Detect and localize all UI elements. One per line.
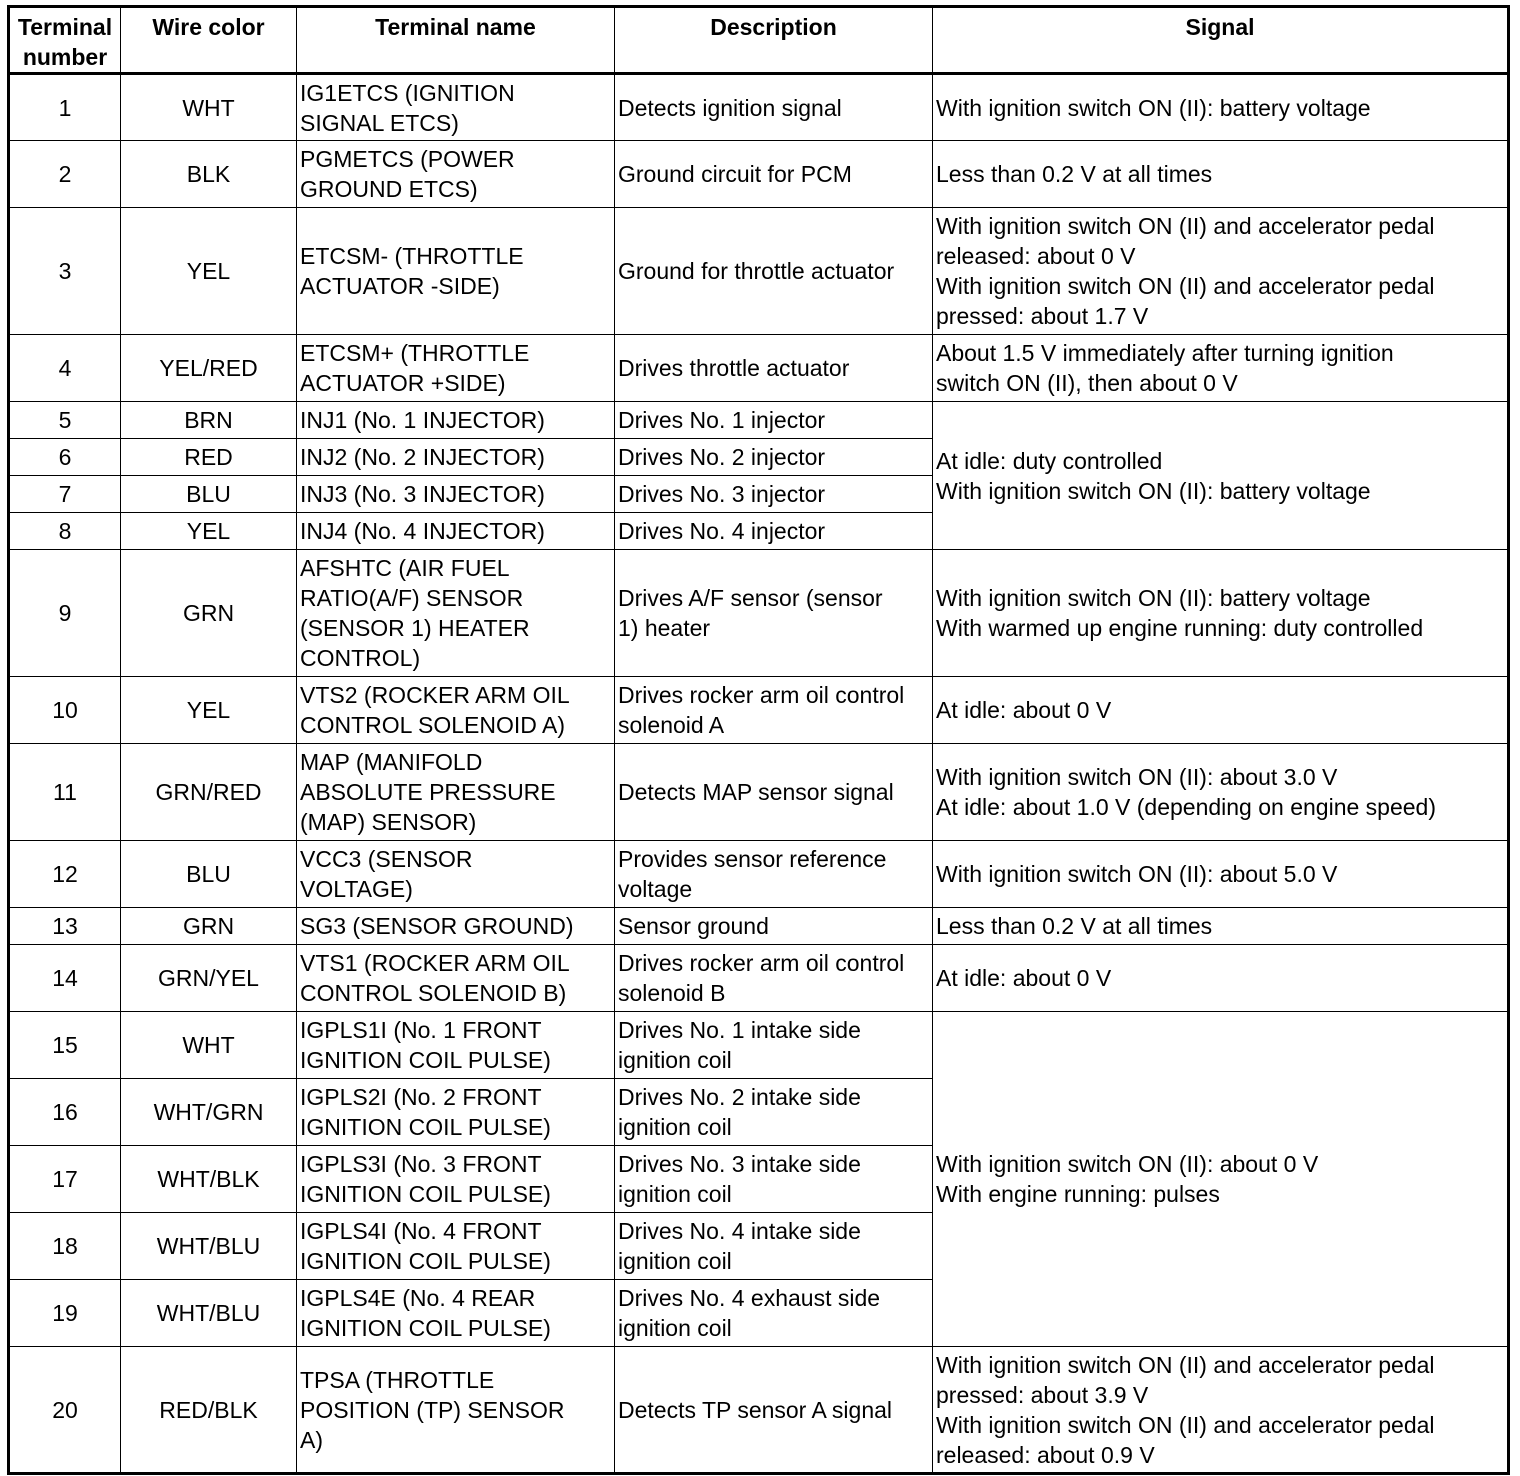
wire-color: RED/BLK	[121, 1347, 297, 1474]
terminal-number: 1	[9, 74, 121, 141]
wire-color: RED	[121, 439, 297, 476]
signal: With ignition switch ON (II) and accelerator pedal pressed: about 3.9 V With ignition switch ON (II) and accelerator pedal released: about 0.9 V	[933, 1347, 1509, 1474]
table-row	[9, 335, 1509, 402]
table-row	[9, 744, 1509, 841]
wire-color: BLU	[121, 476, 297, 513]
signal-injectors: At idle: duty controlled With ignition switch ON (II): battery voltage	[933, 402, 1509, 550]
description: Drives rocker arm oil control solenoid B	[615, 945, 933, 1012]
table-row	[9, 1012, 1509, 1079]
table-row	[9, 74, 1509, 141]
terminal-number: 6	[9, 439, 121, 476]
terminal-name: IGPLS1I (No. 1 FRONT IGNITION COIL PULSE)	[297, 1012, 615, 1079]
table-row	[9, 208, 1509, 335]
description: Drives A/F sensor (sensor 1) heater	[615, 550, 933, 677]
header-wire-color: Wire color	[121, 7, 297, 74]
terminal-number: 17	[9, 1146, 121, 1213]
description: Drives throttle actuator	[615, 335, 933, 402]
wire-color: YEL	[121, 513, 297, 550]
wire-color: GRN	[121, 908, 297, 945]
terminal-name: IGPLS4I (No. 4 FRONT IGNITION COIL PULSE)	[297, 1213, 615, 1280]
description: Detects ignition signal	[615, 74, 933, 141]
header-row	[9, 7, 1509, 74]
description: Drives No. 4 exhaust side ignition coil	[615, 1280, 933, 1347]
signal: At idle: about 0 V	[933, 945, 1509, 1012]
terminal-name: SG3 (SENSOR GROUND)	[297, 908, 615, 945]
wire-color: WHT	[121, 74, 297, 141]
terminal-number: 20	[9, 1347, 121, 1474]
wire-color: GRN/RED	[121, 744, 297, 841]
table-row	[9, 945, 1509, 1012]
table-row	[9, 677, 1509, 744]
description: Detects TP sensor A signal	[615, 1347, 933, 1474]
terminal-name: INJ3 (No. 3 INJECTOR)	[297, 476, 615, 513]
terminal-number: 13	[9, 908, 121, 945]
description: Sensor ground	[615, 908, 933, 945]
signal: With ignition switch ON (II): about 5.0 V	[933, 841, 1509, 908]
wire-color: WHT/BLU	[121, 1213, 297, 1280]
description: Drives No. 4 injector	[615, 513, 933, 550]
description: Provides sensor reference voltage	[615, 841, 933, 908]
terminal-name: IGPLS4E (No. 4 REAR IGNITION COIL PULSE)	[297, 1280, 615, 1347]
description: Drives No. 4 intake side ignition coil	[615, 1213, 933, 1280]
terminal-number: 2	[9, 141, 121, 208]
description: Drives No. 1 intake side ignition coil	[615, 1012, 933, 1079]
terminal-name: PGMETCS (POWER GROUND ETCS)	[297, 141, 615, 208]
wire-color: YEL/RED	[121, 335, 297, 402]
wire-color: YEL	[121, 677, 297, 744]
terminal-name: VTS2 (ROCKER ARM OIL CONTROL SOLENOID A)	[297, 677, 615, 744]
terminal-name: IG1ETCS (IGNITION SIGNAL ETCS)	[297, 74, 615, 141]
terminal-number: 9	[9, 550, 121, 677]
terminal-name: INJ1 (No. 1 INJECTOR)	[297, 402, 615, 439]
terminal-name: INJ4 (No. 4 INJECTOR)	[297, 513, 615, 550]
signal: With ignition switch ON (II): about 3.0 V At idle: about 1.0 V (depending on engine speed)	[933, 744, 1509, 841]
description: Drives No. 2 injector	[615, 439, 933, 476]
terminal-table	[7, 5, 1510, 1475]
terminal-number: 3	[9, 208, 121, 335]
terminal-name: VCC3 (SENSOR VOLTAGE)	[297, 841, 615, 908]
description: Ground for throttle actuator	[615, 208, 933, 335]
description: Drives rocker arm oil control solenoid A	[615, 677, 933, 744]
terminal-name: ETCSM- (THROTTLE ACTUATOR -SIDE)	[297, 208, 615, 335]
terminal-number: 18	[9, 1213, 121, 1280]
terminal-number: 4	[9, 335, 121, 402]
terminal-name: MAP (MANIFOLD ABSOLUTE PRESSURE (MAP) SENSOR)	[297, 744, 615, 841]
terminal-number: 10	[9, 677, 121, 744]
terminal-number: 19	[9, 1280, 121, 1347]
header-terminal-name: Terminal name	[297, 7, 615, 74]
wire-color: WHT/BLK	[121, 1146, 297, 1213]
description: Drives No. 3 injector	[615, 476, 933, 513]
terminal-number: 15	[9, 1012, 121, 1079]
wire-color: WHT/BLU	[121, 1280, 297, 1347]
terminal-name: IGPLS3I (No. 3 FRONT IGNITION COIL PULSE)	[297, 1146, 615, 1213]
terminal-name: VTS1 (ROCKER ARM OIL CONTROL SOLENOID B)	[297, 945, 615, 1012]
wire-color: WHT/GRN	[121, 1079, 297, 1146]
wire-color: YEL	[121, 208, 297, 335]
wire-color: BRN	[121, 402, 297, 439]
terminal-number: 16	[9, 1079, 121, 1146]
terminal-name: ETCSM+ (THROTTLE ACTUATOR +SIDE)	[297, 335, 615, 402]
description: Drives No. 2 intake side ignition coil	[615, 1079, 933, 1146]
terminal-name: INJ2 (No. 2 INJECTOR)	[297, 439, 615, 476]
wire-color: BLU	[121, 841, 297, 908]
signal-ignition-coils: With ignition switch ON (II): about 0 V With engine running: pulses	[933, 1012, 1509, 1347]
table-row	[9, 550, 1509, 677]
signal: At idle: about 0 V	[933, 677, 1509, 744]
terminal-number: 8	[9, 513, 121, 550]
table-row	[9, 908, 1509, 945]
table-row	[9, 141, 1509, 208]
signal: With ignition switch ON (II) and accelerator pedal released: about 0 V With ignition switch ON (II) and accelerator pedal pressed: about 1.7 V	[933, 208, 1509, 335]
signal: Less than 0.2 V at all times	[933, 908, 1509, 945]
description: Ground circuit for PCM	[615, 141, 933, 208]
header-description: Description	[615, 7, 933, 74]
wire-color: WHT	[121, 1012, 297, 1079]
terminal-name: AFSHTC (AIR FUEL RATIO(A/F) SENSOR (SENSOR 1) HEATER CONTROL)	[297, 550, 615, 677]
wire-color: GRN	[121, 550, 297, 677]
terminal-name: IGPLS2I (No. 2 FRONT IGNITION COIL PULSE)	[297, 1079, 615, 1146]
terminal-number: 5	[9, 402, 121, 439]
terminal-number: 11	[9, 744, 121, 841]
table-row	[9, 841, 1509, 908]
terminal-name: TPSA (THROTTLE POSITION (TP) SENSOR A)	[297, 1347, 615, 1474]
wire-color: BLK	[121, 141, 297, 208]
terminal-number: 7	[9, 476, 121, 513]
table-row	[9, 402, 1509, 439]
signal: About 1.5 V immediately after turning ignition switch ON (II), then about 0 V	[933, 335, 1509, 402]
signal: With ignition switch ON (II): battery voltage With warmed up engine running: duty controlled	[933, 550, 1509, 677]
signal: Less than 0.2 V at all times	[933, 141, 1509, 208]
terminal-number: 12	[9, 841, 121, 908]
signal: With ignition switch ON (II): battery voltage	[933, 74, 1509, 141]
header-signal: Signal	[933, 7, 1509, 74]
description: Drives No. 1 injector	[615, 402, 933, 439]
header-terminal-number: Terminal number	[9, 7, 121, 74]
wire-color: GRN/YEL	[121, 945, 297, 1012]
description: Drives No. 3 intake side ignition coil	[615, 1146, 933, 1213]
table-row	[9, 1347, 1509, 1474]
description: Detects MAP sensor signal	[615, 744, 933, 841]
terminal-number: 14	[9, 945, 121, 1012]
